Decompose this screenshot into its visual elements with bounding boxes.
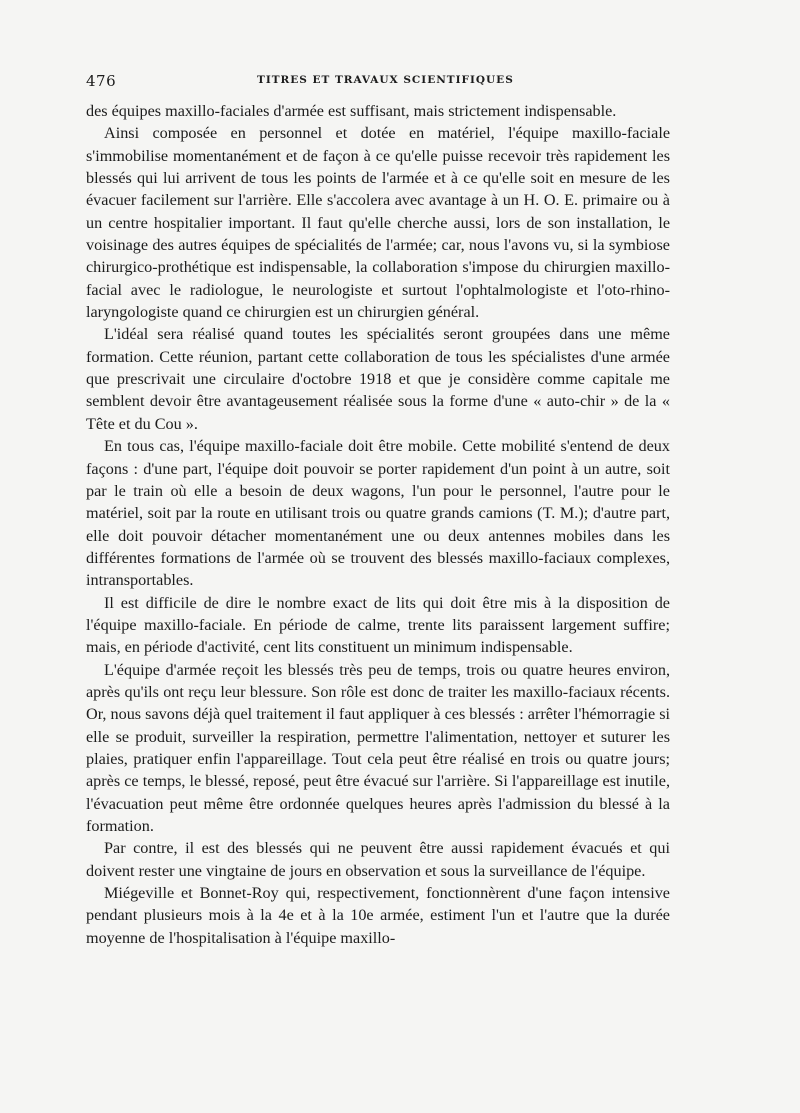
paragraph: L'équipe d'armée reçoit les blessés très peu de temps, trois ou quatre heures environ, après qu'ils ont reçu leur blessure. Son rôle est donc de traiter les maxillo-faciaux récents. Or, nous savons déjà quel traitement il faut appliquer à ces blessés : arrêter l'hémorragie si elle se produit, surveiller la respiration, permettre l'alimentation, nettoyer et suturer les plaies, pratiquer enfin l'appareillage. Tout cela peut être réalisé en trois ou quatre jours; après ce temps, le blessé, reposé, peut être évacué sur l'arrière. Si l'appareillage est inutile, l'évacuation peut même être ordonnée quelques heures après l'admission du blessé à la formation. — [86, 660, 670, 835]
paragraph: Par contre, il est des blessés qui ne peuvent être aussi rapidement évacués et qui doivent rester une vingtaine de jours en observation et sous la surveillance de l'équipe. — [86, 839, 670, 880]
paragraph-continued: des équipes maxillo-faciales d'armée est suffisant, mais strictement indispensable. — [86, 102, 617, 120]
paragraph: Ainsi composée en personnel et dotée en matériel, l'équipe maxillo-faciale s'immobilise momentanément et de façon à ce qu'elle puisse recevoir très rapidement les blessés qui lui arrivent de tous les points de l'armée et à ce qu'elle soit en mesure de les évacuer facilement sur l'arrière. Elle s'accolera avec avantage à un H. O. E. primaire ou à un centre hospitalier important. Il faut qu'elle cherche aussi, lors de son installation, le voisinage des autres équipes de spécialités de l'armée; car, nous l'avons vu, si la symbiose chirurgico-prothétique est indispensable, la collaboration s'impose du chirurgien maxillo-facial avec le radiologue, le neurologiste et surtout l'ophtalmologiste et l'oto-rhino-laryngologiste quand ce chirurgien est un chirurgien général. — [86, 124, 670, 322]
paragraph: En tous cas, l'équipe maxillo-faciale doit être mobile. Cette mobilité s'entend de deux façons : d'une part, l'équipe doit pouvoir se porter rapidement d'un point à un autre, soit par le train où elle a besoin de deux wagons, l'un pour le personnel, l'autre pour le matériel, soit par la route en utilisant trois ou quatre grands camions (T. M.); d'autre part, elle doit pouvoir détacher momentanément une ou deux antennes mobiles dans les différentes formations de l'armée où se trouvent des blessés maxillo-faciaux complexes, intransportables. — [86, 437, 670, 590]
page-number: 476 — [86, 72, 117, 90]
body-text — [86, 100, 670, 949]
paragraph: L'idéal sera réalisé quand toutes les spécialités seront groupées dans une même formation. Cette réunion, partant cette collaboration de tous les spécialistes d'une armée que prescrivait une circulaire d'octobre 1918 et que je considère comme capitale me semblent devoir être avantageusement réalisée sous la forme d'une « auto-chir » de la « Tête et du Cou ». — [86, 325, 670, 433]
paragraph: Il est difficile de dire le nombre exact de lits qui doit être mis à la disposition de l'équipe maxillo-faciale. En période de calme, trente lits paraissent largement suffire; mais, en période d'activité, cent lits constituent un minimum indispensable. — [86, 593, 670, 657]
page-header — [86, 72, 670, 94]
paragraph: Miégeville et Bonnet-Roy qui, respectivement, fonctionnèrent d'une façon intensive pendant plusieurs mois à la 4e et à la 10e armée, estiment l'un et l'autre que la durée moyenne de l'hospitalisation à l'équipe maxillo- — [86, 884, 670, 947]
running-title: TITRES ET TRAVAUX SCIENTIFIQUES — [257, 74, 514, 86]
